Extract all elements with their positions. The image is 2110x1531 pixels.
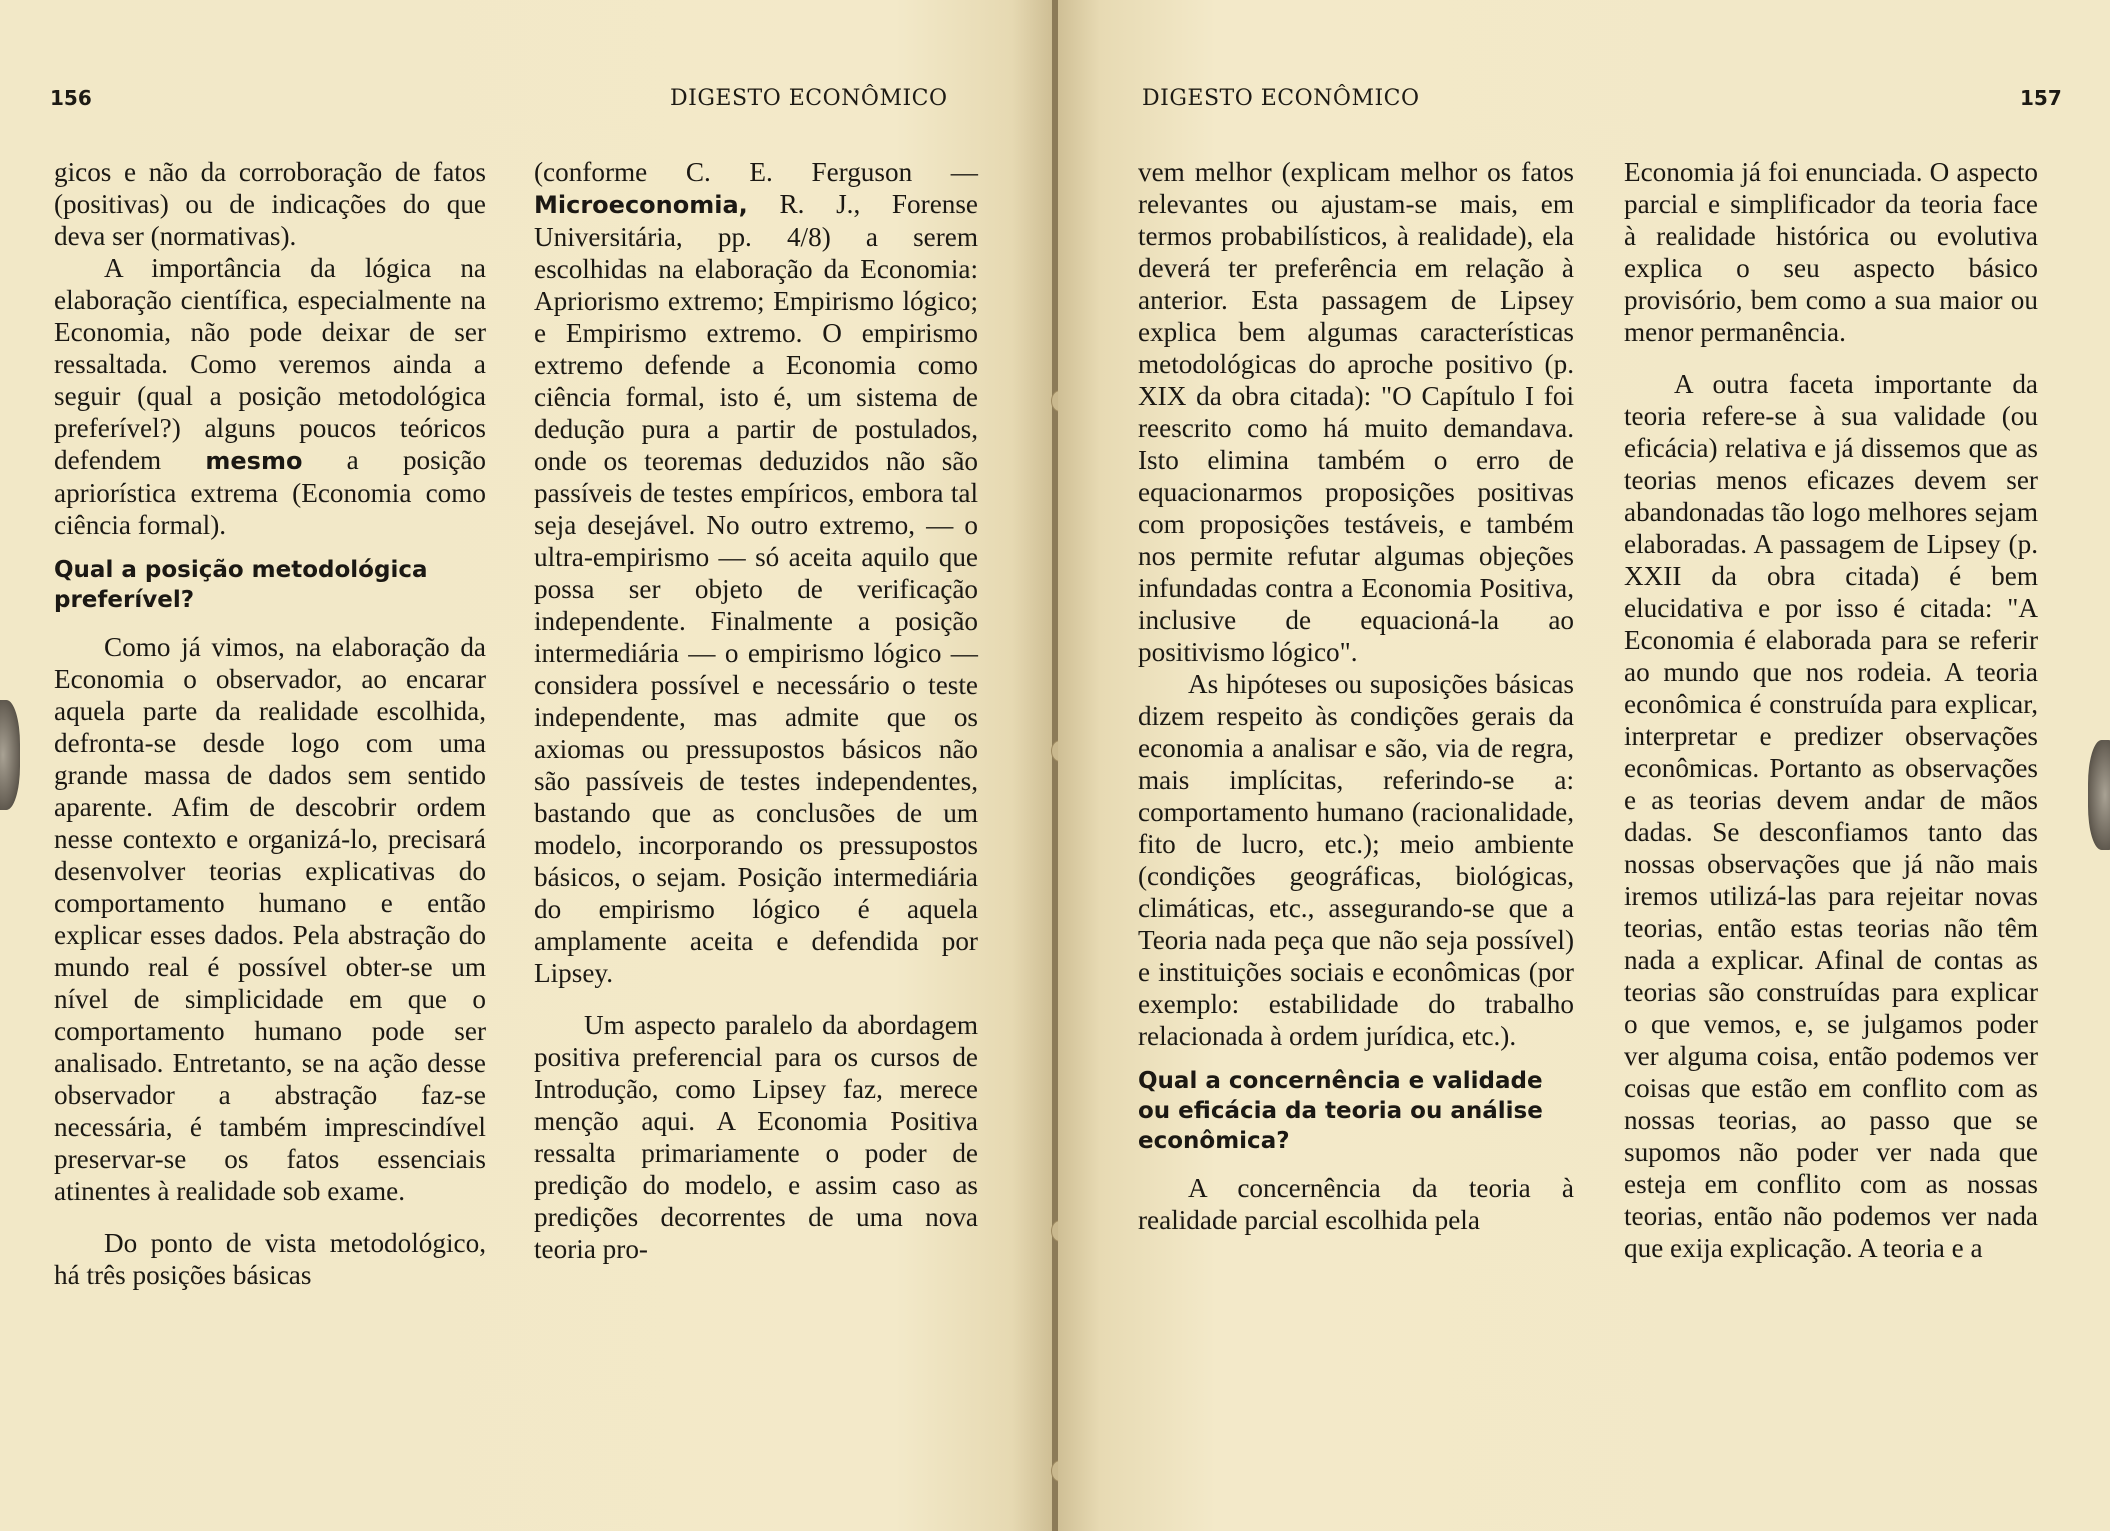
bold-text: mesmo: [205, 447, 303, 475]
left-page: [0, 0, 1054, 1531]
page-tab-marker: [0, 700, 20, 810]
section-heading: Qual a concernência e validade ou eficácia da teoria ou análise econômica?: [1138, 1068, 1543, 1154]
paragraph: A concernência da teoria à realidade parcial escolhida pela: [1138, 1173, 1574, 1235]
paragraph: gicos e não da corroboração de fatos (positivas) ou de indicações do que deva ser (normativas).: [54, 157, 486, 251]
paragraph: vem melhor (explicam melhor os fatos relevantes ou ajustam-se mais, em termos probabilísticos, à realidade), ela deverá ter preferência em relação à anterior. Esta passagem de Lipsey explica bem algumas características metodológicas do aproche positivo (p. XIX da obra citada): "O Capítulo I foi reescrito como há muito demandava. Isto elimina também o erro de equacionarmos proposições positivas com proposições testáveis, e também nos permite refutar algumas objeções infundadas contra a Economia Positiva, inclusive de equacioná-la ao positivismo lógico".: [1138, 157, 1574, 667]
paragraph: Um aspecto paralelo da abordagem positiva preferencial para os cursos de Introdução, como Lipsey faz, merece menção aqui. A Economia Positiva ressalta primariamente o poder de predição do modelo, e assim caso as predições decorrentes de uma nova teoria pro-: [534, 1010, 978, 1264]
paragraph: (conforme C. E. Ferguson — Microeconomia, R. J., Forense Universitária, pp. 4/8) a serem escolhidas na elaboração da Economia: Apriorismo extremo; Empirismo lógico; e Empirismo extremo. O empirismo extremo defende a Economia como ciência formal, isto é, um sistema de dedução pura a partir de postulados, onde os teoremas deduzidos não são passíveis de testes empíricos, embora tal seja desejável. No outro extremo, — o ultra-empirismo — só aceita aquilo que possa ser objeto de verificação independente. Finalmente a posição intermediária — o empirismo lógico — considera possível e necessário o teste independente, mas admite que os axiomas ou pressupostos básicos não são passíveis de testes independentes, bastando que as conclusões de um modelo, incorporando os pressupostos básicos, o sejam. Posição intermediária do empirismo lógico é aquela amplamente aceita e defendida por Lipsey.: [534, 157, 979, 988]
paragraph: A outra faceta importante da teoria refere-se à sua validade (ou eficácia) relativa e já dissemos que as teorias menos eficazes devem ser abandonadas tão logo melhores sejam elaboradas. A passagem de Lipsey (p. XXII da obra citada) é bem elucidativa e por isso é citada: "A Economia é elaborada para se referir ao mundo que nos rodeia. A teoria econômica é construída para explicar, interpretar e predizer observações econômicas. Portanto as observações e as teorias devem andar de mãos dadas. Se desconfiamos tanto das nossas observações que já não mais iremos utilizá-las para rejeitar novas teorias, então estas teorias não têm nada a explicar. Afinal de contas as teorias são construídas para explicar o que vemos, e, se julgamos poder ver alguma coisa, então podemos ver coisas que estão em conflito com as nossas teorias, ao passo que se supomos não poder ver nada que esteja em conflito com as nossas teorias, então não podemos ver nada que exija explicação. A teoria e a: [1624, 369, 2038, 1263]
running-header: DIGESTO ECONÔMICO: [670, 86, 948, 111]
paragraph: Do ponto de vista metodológico, há três posições básicas: [54, 1228, 486, 1290]
left-column-1: [54, 156, 486, 1291]
page-tab-marker: [2088, 740, 2110, 850]
paragraph: As hipóteses ou suposições básicas dizem respeito às condições gerais da economia a analisar e são, via de regra, mais implícitas, referindo-se a: comportamento humano (racionalidade, fito de lucro, etc.); meio ambiente (condições geográficas, biológicas, climáticas, etc., assegurando-se que a Teoria nada peça que não seja possível) e instituições sociais e econômicas (por exemplo: estabilidade do trabalho relacionada à ordem jurídica, etc.).: [1138, 669, 1574, 1051]
paragraph: A importância da lógica na elaboração científica, especialmente na Economia, não pode deixar de ser ressaltada. Como veremos ainda a seguir (qual a posição metodológica preferível?) alguns poucos teóricos defendem mesmo a posição apriorística extrema (Economia como ciência formal).: [54, 253, 486, 540]
paragraph: Como já vimos, na elaboração da Economia o observador, ao encarar aquela parte da realidade escolhida, defronta-se desde logo com uma grande massa de dados sem sentido aparente. Afim de descobrir ordem nesse contexto e organizá-lo, precisará desenvolver teorias explicativas do comportamento humano e então explicar esses dados. Pela abstração do mundo real é possível obter-se um nível de simplicidade em que o comportamento humano pode ser analisado. Entretanto, se na ação desse observador a abstração faz-se necessária, é também imprescindível preservar-se os fatos essenciais atinentes à realidade sob exame.: [54, 632, 486, 1206]
paragraph: Economia já foi enunciada. O aspecto parcial e simplificador da teoria face à realidade histórica ou evolutiva explica o seu aspecto básico provisório, bem como a sua maior ou menor permanência.: [1624, 157, 2038, 347]
right-column-2: [1624, 156, 2038, 1264]
right-page: [1058, 0, 2110, 1531]
page-number: 156: [50, 86, 92, 110]
running-header: DIGESTO ECONÔMICO: [1142, 86, 1420, 111]
section-heading: Qual a posição metodológica preferível?: [54, 557, 428, 613]
left-column-2: [534, 156, 978, 1265]
bold-text: Microeconomia,: [534, 191, 748, 219]
page-number: 157: [2020, 86, 2062, 110]
right-column-1: [1138, 156, 1574, 1236]
